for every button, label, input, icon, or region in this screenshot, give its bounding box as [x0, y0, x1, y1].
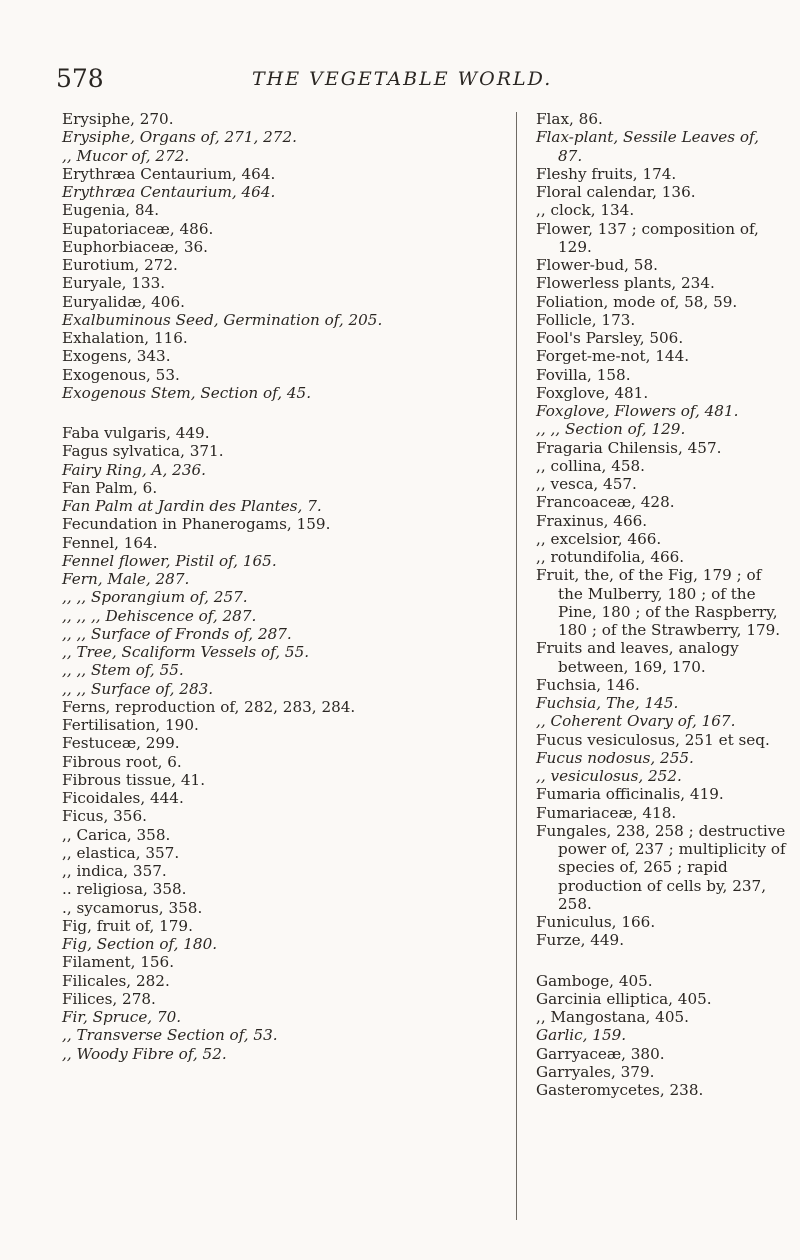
index-entry: Follicle, 173.	[536, 310, 636, 329]
index-entry: Exalbuminous Seed, Germination of, 205.	[62, 310, 383, 329]
index-entry: ,, ,, Surface of Fronds of, 287.	[62, 624, 292, 643]
index-entry: Fleshy fruits, 174.	[536, 164, 677, 183]
index-entry: Eugenia, 84.	[62, 201, 160, 220]
index-entry: Fraxinus, 466.	[536, 511, 648, 530]
index-entry: Exogens, 343.	[62, 347, 171, 366]
index-entry: Fucus vesiculosus, 251 et seq.	[536, 730, 770, 749]
index-entry: ,, Mucor of, 272.	[62, 146, 190, 165]
index-entry: Fumariaceæ, 418.	[536, 803, 677, 822]
index-entry: Fan Palm at Jardin des Plantes, 7.	[62, 497, 322, 515]
section-gap	[62, 402, 502, 424]
index-entry: Furze, 449.	[536, 931, 625, 950]
page-number: 578	[56, 64, 104, 93]
index-entry: .. religiosa, 358.	[62, 880, 187, 899]
index-entry: Fungales, 238, 258 ; destructive power of, 237 ; multiplicity of species of, 265 ; rapid production of cells by, 237, 258.	[536, 821, 786, 913]
index-entry: Euryale, 133.	[62, 274, 166, 293]
index-entry: ., sycamorus, 358.	[62, 898, 203, 917]
index-entry: ,, clock, 134.	[536, 201, 635, 220]
index-entry: Fool's Parsley, 506.	[536, 329, 684, 347]
index-entry: Flax, 86.	[536, 110, 603, 128]
index-entry: ,, Coherent Ovary of, 167.	[536, 712, 736, 731]
index-entry: Eupatoriaceæ, 486.	[62, 219, 214, 238]
index-entry: Exogenous, 53.	[62, 365, 180, 384]
index-entry: Erythræa Centaurium, 464.	[62, 164, 276, 183]
index-entry: ,, Tree, Scaliform Vessels of, 55.	[62, 643, 310, 661]
index-entry: Fuchsia, 146.	[536, 675, 640, 694]
index-entry: ,, ,, Surface of, 283.	[62, 679, 214, 698]
index-entry: Fibrous root, 6.	[62, 752, 182, 771]
index-column-right	[536, 110, 786, 1099]
index-entry: ,, ,, Sporangium of, 257.	[62, 588, 248, 607]
index-entry: Fennel, 164.	[62, 533, 158, 552]
index-entry: Euryalidæ, 406.	[62, 292, 185, 311]
index-entry: ,, vesiculosus, 252.	[536, 767, 682, 785]
index-entry: Francoaceæ, 428.	[536, 493, 675, 512]
index-entry: Fir, Spruce, 70.	[62, 1008, 182, 1026]
index-entry: Erysiphe, 270.	[62, 110, 174, 128]
index-entry: Floral calendar, 136.	[536, 183, 696, 201]
index-entry: Ferns, reproduction of, 282, 283, 284.	[62, 697, 356, 716]
index-entry: Garlic, 159.	[536, 1026, 627, 1045]
index-entry: Flower, 137 ; composition of, 129.	[536, 219, 759, 256]
index-entry: Flower-bud, 58.	[536, 256, 658, 274]
index-entry: Filicales, 282.	[62, 971, 170, 990]
column-divider	[516, 112, 517, 1220]
index-entry: Garryales, 379.	[536, 1062, 655, 1081]
index-entry: ,, excelsior, 466.	[536, 529, 662, 548]
index-entry: ,, indica, 357.	[62, 862, 167, 880]
index-entry: Garryaceæ, 380.	[536, 1044, 665, 1063]
index-entry: Fan Palm, 6.	[62, 478, 158, 497]
index-entry: ,, Carica, 358.	[62, 825, 171, 844]
index-entry: Fruit, the, of the Fig, 179 ; of the Mulberry, 180 ; of the Pine, 180 ; of the Raspberry, 180 ; of the Strawberry, 179.	[536, 566, 781, 639]
index-entry: Exogenous Stem, Section of, 45.	[62, 383, 312, 402]
index-entry: Fragaria Chilensis, 457.	[536, 438, 722, 457]
index-entry: Ficus, 356.	[62, 807, 147, 826]
index-entry: Fruits and leaves, analogy between, 169, 170.	[536, 639, 739, 676]
index-entry: Fecundation in Phanerogams, 159.	[62, 515, 331, 534]
index-entry: Foliation, mode of, 58, 59.	[536, 292, 738, 311]
index-entry: Fagus sylvatica, 371.	[62, 442, 224, 461]
section-gap	[536, 950, 786, 972]
index-entry: Ficoidales, 444.	[62, 789, 184, 807]
index-entry: ,, collina, 458.	[536, 456, 646, 475]
index-entry: ,, ,, ,, Dehiscence of, 287.	[62, 606, 257, 625]
index-entry: Fibrous tissue, 41.	[62, 770, 206, 789]
index-entry: Forget-me-not, 144.	[536, 347, 690, 366]
index-entry: Fertilisation, 190.	[62, 716, 199, 734]
running-title: THE VEGETABLE WORLD.	[252, 68, 553, 90]
index-entry: ,, vesca, 457.	[536, 475, 637, 493]
index-entry: Flax-plant, Sessile Leaves of, 87.	[536, 128, 759, 165]
index-entry: Foxglove, Flowers of, 481.	[536, 402, 739, 420]
index-entry: Fern, Male, 287.	[62, 570, 190, 588]
index-entry: Erythræa Centaurium, 464.	[62, 183, 276, 201]
index-entry: Filices, 278.	[62, 989, 156, 1008]
index-entry: ,, ,, Section of, 129.	[536, 420, 686, 439]
index-entry: Fovilla, 158.	[536, 365, 631, 384]
index-entry: ,, ,, Stem of, 55.	[62, 661, 184, 680]
index-entry: ,, Transverse Section of, 53.	[62, 1026, 278, 1045]
index-entry: ,, Woody Fibre of, 52.	[62, 1044, 227, 1063]
index-entry: ,, Mangostana, 405.	[536, 1008, 689, 1026]
index-entry: Fuchsia, The, 145.	[536, 694, 679, 712]
index-entry: Funiculus, 166.	[536, 913, 656, 931]
index-entry: Garcinia elliptica, 405.	[536, 989, 712, 1008]
index-entry: Gamboge, 405.	[536, 971, 653, 990]
index-entry: Erysiphe, Organs of, 271, 272.	[62, 128, 297, 147]
index-entry: Faba vulgaris, 449.	[62, 424, 210, 442]
index-entry: Fig, Section of, 180.	[62, 935, 218, 953]
index-entry: Fumaria officinalis, 419.	[536, 785, 724, 804]
index-entry: Fucus nodosus, 255.	[536, 748, 694, 767]
index-entry: Gasteromycetes, 238.	[536, 1081, 704, 1099]
index-entry: Exhalation, 116.	[62, 329, 188, 347]
index-entry: Festuceæ, 299.	[62, 734, 180, 753]
index-entry: Flowerless plants, 234.	[536, 274, 715, 293]
index-entry: Fig, fruit of, 179.	[62, 916, 193, 935]
index-entry: ,, elastica, 357.	[62, 843, 180, 862]
index-entry: Fairy Ring, A, 236.	[62, 460, 206, 479]
index-entry: Fennel flower, Pistil of, 165.	[62, 551, 277, 570]
index-entry: Foxglove, 481.	[536, 383, 649, 402]
index-entry: ,, rotundifolia, 466.	[536, 548, 685, 566]
index-column-left	[62, 110, 502, 1063]
index-entry: Eurotium, 272.	[62, 256, 178, 274]
index-entry: Filament, 156.	[62, 953, 175, 972]
index-entry: Euphorbiaceæ, 36.	[62, 237, 208, 256]
page-header	[0, 64, 800, 98]
